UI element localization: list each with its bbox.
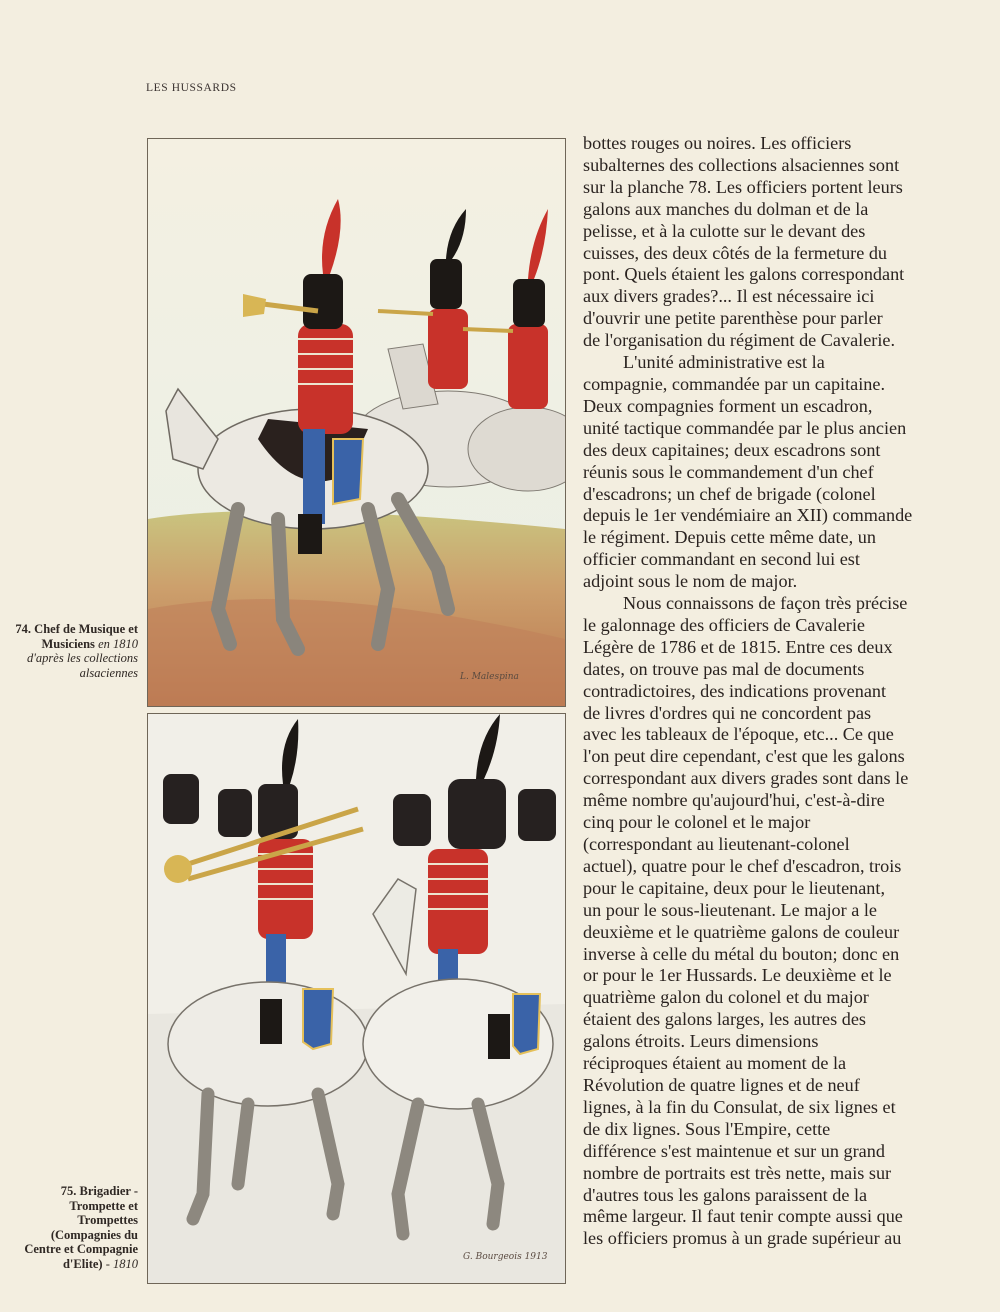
body-text-line: le galonnage des officiers de Cavalerie	[583, 614, 865, 635]
body-text-column	[583, 133, 995, 1250]
body-text-line: même largeur. Il faut tenir compte aussi que	[583, 1206, 903, 1227]
body-text-line: deuxième et le quatrième galons de couleur	[583, 921, 900, 942]
body-text-line: pelisse, et à la culotte sur le devant des	[583, 220, 866, 241]
body-text-line: officier commandant en second lui est	[583, 549, 860, 570]
body-text-line: des deux capitaines; deux escadrons sont	[583, 439, 881, 460]
body-text-line: d'autres tous les galons paraissent de la	[583, 1184, 868, 1205]
body-text-line: Légère de 1786 et de 1815. Entre ces deux	[583, 636, 893, 657]
body-text-line: dates, on trouve pas mal de documents	[583, 658, 865, 679]
body-text-line: de l'organisation du régiment de Cavalerie.	[583, 330, 896, 351]
body-text-line: l'on peut dire cependant, c'est que les galons	[583, 746, 905, 767]
body-text-line: unité tactique commandée par le plus ancien	[583, 417, 907, 438]
body-text-line: bottes rouges ou noires. Les officiers	[583, 133, 852, 153]
body-text-line: Deux compagnies forment un escadron,	[583, 395, 873, 416]
body-text-line: sur la planche 78. Les officiers portent leurs	[583, 176, 903, 197]
body-text-line: galons aux manches du dolman et de la	[583, 198, 869, 219]
body-text-line: or pour le 1er Hussards. Le deuxième et le	[583, 965, 892, 986]
body-text-line: pour le capitaine, deux pour le lieutenant,	[583, 877, 886, 898]
body-text-line: nombre de portraits est très nette, mais sur	[583, 1162, 892, 1183]
body-text-line: un pour le sous-lieutenant. Le major a le	[583, 899, 877, 920]
body-text-line: compagnie, commandée par un capitaine.	[583, 373, 885, 394]
body-text-line: subalternes des collections alsaciennes sont	[583, 154, 900, 175]
body-text-line: étaient des galons larges, les autres des	[583, 1009, 866, 1030]
body-text-line: cinq pour le colonel et le major	[583, 812, 811, 833]
body-text-line: contradictoires, des indications provenant	[583, 680, 887, 701]
body-text-line: cuisses, des deux côtés de la fermeture du	[583, 242, 888, 263]
body-text-line: de dix lignes. Sous l'Empire, cette	[583, 1118, 831, 1139]
body-text-line: pont. Quels étaient les galons correspondant	[583, 264, 905, 285]
body-text-line: L'unité administrative est la	[623, 352, 825, 373]
body-text-line: galons étroits. Leurs dimensions	[583, 1031, 819, 1052]
body-text-line: de livres d'ordres qui ne concordent pas	[583, 702, 872, 723]
body-text-line: Nous connaissons de façon très précise	[623, 593, 908, 614]
body-text-line: Révolution de quatre lignes et de neuf	[583, 1074, 860, 1095]
painter-signature: L. Malespina	[460, 672, 519, 682]
body-text-line: correspondant aux divers grades sont dans le	[583, 768, 909, 789]
body-text-line: réciproques étaient au moment de la	[583, 1053, 847, 1074]
body-text-line: aux divers grades?... Il est nécessaire ici	[583, 286, 875, 307]
body-text-line: actuel), quatre pour le chef d'escadron, trois	[583, 855, 902, 876]
body-text-line: les officiers promus à un grade supérieur au	[583, 1228, 902, 1249]
plate-75-illustration	[147, 713, 566, 1284]
plate-74-caption-title: 74. Chef de Musique et Musiciens	[15, 622, 138, 651]
plate-74-caption	[14, 622, 138, 680]
body-text-line: inverse à celle du métal du bouton; donc en	[583, 943, 900, 964]
trumpeters-painting	[148, 714, 565, 1283]
plate-75-caption-detail: - 1810	[105, 1256, 138, 1271]
plate-75-caption	[14, 1184, 138, 1272]
running-head: LES HUSSARDS	[146, 82, 237, 94]
body-text-line: d'escadrons; un chef de brigade (colonel	[583, 483, 876, 504]
body-text-line: adjoint sous le nom de major.	[583, 571, 798, 592]
painter-signature: G. Bourgeois 1913	[463, 1252, 548, 1262]
mounted-musicians-painting	[148, 139, 565, 706]
body-text-line: d'ouvrir une petite parenthèse pour parler	[583, 308, 883, 329]
body-text-line: même nombre qu'aujourd'hui, c'est-à-dire	[583, 790, 885, 811]
body-text-line: lignes, à la fin du Consulat, de six lignes et	[583, 1096, 896, 1117]
plate-74-caption-detail: en 1810 d'après les collections alsaciennes	[27, 636, 138, 680]
plate-75-caption-title: 75. Brigadier - Trompette et Trompettes (Compagnies du Centre et Compagnie d'Elite)	[24, 1184, 138, 1271]
body-text-line: depuis le 1er vendémiaire an XII) commande	[583, 505, 913, 526]
body-text-line: différence s'est maintenue et sur un grand	[583, 1140, 885, 1161]
body-text-line: quatrième galon du colonel et du major	[583, 987, 869, 1008]
plate-74-illustration	[147, 138, 566, 707]
body-text-line: réunis sous le commandement d'un chef	[583, 461, 874, 482]
body-text-line: (correspondant au lieutenant-colonel	[583, 834, 850, 854]
body-text-line: avec les tableaux de l'époque, etc... Ce que	[583, 724, 894, 745]
body-text-line: le régiment. Depuis cette même date, un	[583, 527, 876, 548]
